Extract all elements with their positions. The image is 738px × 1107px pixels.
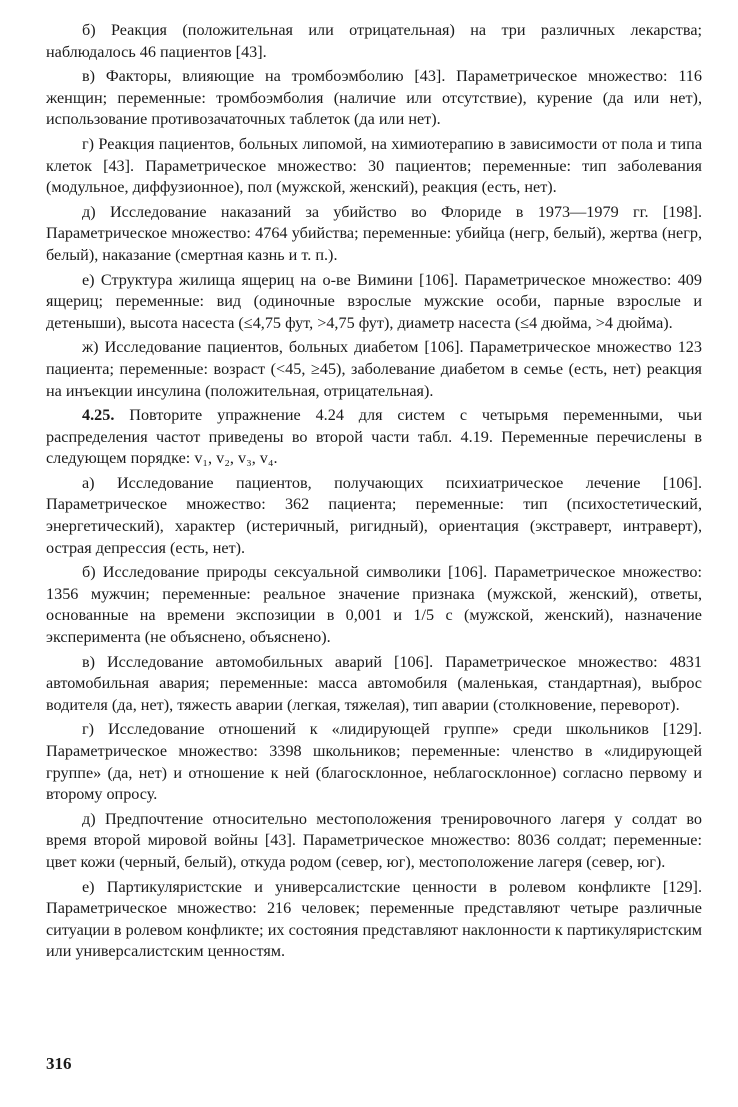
exercise-text: Повторите упражнение 4.24 для систем с четырьмя переменными, чьи распределения частот приведены во второй части табл. 4.19. Переменные перечислены в следующем порядке: v₁, v₂, v₃, v₄. [46,406,702,468]
item-a-psychiatric: а) Исследование пациентов, получающих психиатрическое лечение [106]. Параметрическое множество: 362 пациента; переменные: тип (психостетический, энергетический), характер (истеричный, ригидный), ориентация (экстраверт, интраверт), острая депрессия (есть, нет). [46,473,702,557]
item-b-sexual-symbolism: б) Исследование природы сексуальной символики [106]. Параметрическое множество: 1356 мужчин; переменные: реальное значение признака (мужской, женский), ответы, основанные на времени экспозиции в 0,001 и 1/5 с (мужской, женский), назначение эксперимента (не объяснено, объяснено). [46,563,702,647]
item-v-car-accidents: в) Исследование автомобильных аварий [106]. Параметрическое множество: 4831 автомобильная авария; переменные: масса автомобиля (маленькая, стандартная), выброс водителя (да, нет), тяжесть аварии (легкая, тяжелая), тип аварии (столкновение, переворот). [46,652,702,714]
item-b-drug-reaction: б) Реакция (положительная или отрицательная) на три различных лекарства; наблюдалось 46 пациентов [43]. [46,21,702,61]
item-d-training-camp: д) Предпочтение относительно местоположения тренировочного лагеря у солдат во время второй мировой войны [43]. Параметрическое множество: 8036 солдат; переменные: цвет кожи (черный, белый), откуда родом (север, юг), местоположение лагеря (север, юг). [46,809,702,871]
item-e-lizard-habitat: е) Структура жилища ящериц на о-ве Вимини [106]. Параметрическое множество: 409 ящериц; переменные: вид (одиночные взрослые мужские особи, парные взрослые и детеныши), высота насеста (≤4,75 фут, >4,75 фут), диаметр насеста (≤4 дюйма, >4 дюйма). [46,270,702,332]
page-text [46,20,702,966]
exercise-number: 4.25. [82,406,115,425]
item-g-leading-group: г) Исследование отношений к «лидирующей группе» среди школьников [129]. Параметрическое множество: 3398 школьников; переменные: членство в «лидирующей группе» (да, нет) и отношение к ней (благосклонное, неблагосклонное) согласно первому и второму опросу. [46,720,702,804]
page-number: 316 [46,1054,72,1073]
exercise-4-25 [46,405,702,470]
item-v-thromboembolism: в) Факторы, влияющие на тромбоэмболию [43]. Параметрическое множество: 116 женщин; переменные: тромбоэмболия (наличие или отсутствие), курение (да или нет), использование противозачаточных таблеток (да или нет). [46,67,702,129]
item-d-florida-murders: д) Исследование наказаний за убийство во Флориде в 1973—1979 гг. [198]. Параметрическое множество: 4764 убийства; переменные: убийца (негр, белый), жертва (негр, белый), наказание (смертная казнь и т. п.). [46,202,702,264]
item-g-lipoma: г) Реакция пациентов, больных липомой, на химиотерапию в зависимости от пола и типа клеток [43]. Параметрическое множество: 30 пациентов; переменные: тип заболевания (модульное, диффузионное), пол (мужской, женский), реакция (есть, нет). [46,134,702,197]
item-zh-diabetes: ж) Исследование пациентов, больных диабетом [106]. Параметрическое множество 123 пациента; переменные: возраст (<45, ≥45), заболевание диабетом в семье (есть, нет) реакция на инъекции инсулина (положительная, отрицательная). [46,338,702,400]
item-e-role-conflict: е) Партикуляристские и универсалистские ценности в ролевом конфликте [129]. Параметрическое множество: 216 человек; переменные представляют четыре различные ситуации в ролевом конфликте; их состояния представляют наклонности к партикуляристским или универсалистским ценностям. [46,877,702,961]
